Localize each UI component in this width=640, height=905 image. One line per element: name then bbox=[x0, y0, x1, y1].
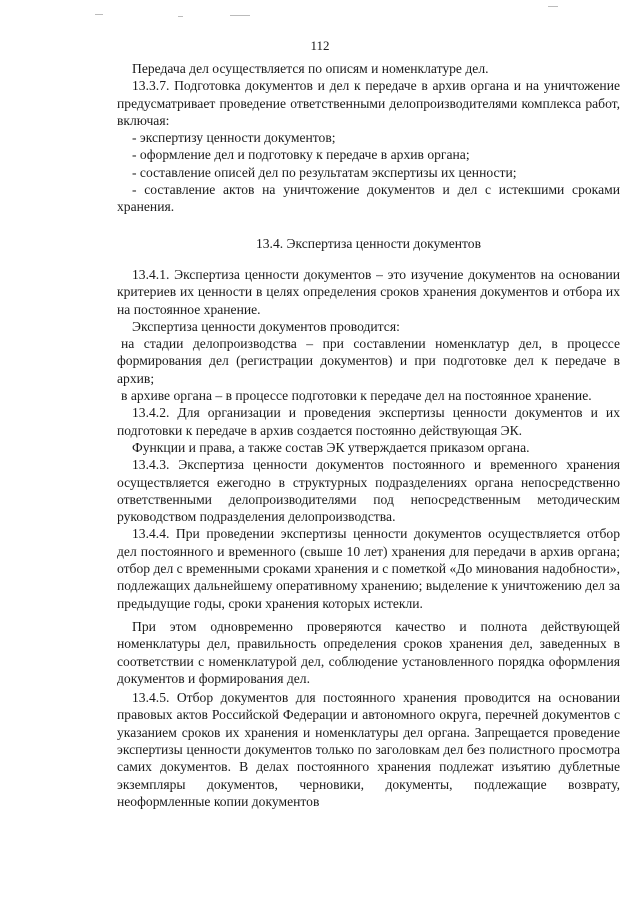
scan-speck bbox=[548, 6, 558, 7]
paragraph: 13.4.5. Отбор документов для постоянного хранения проводится на основании правовых актов Российской Федерации и автономного округа, перечней документов с указанием сроков их хранения и номенклатуры дел органа. Запрещается проведение экспертизы ценности документов только по заголовкам дел без полистного просмотра самих документов. В делах постоянного хранения подлежат изъятию дублетные экземпляры документов, черновики, документы, подлежащие возврату, неоформленные копии документов bbox=[117, 690, 620, 809]
paragraph: При этом одновременно проверяются качество и полнота действующей номенклатуры дел, правильность определения сроков хранения дел, заведенных в соответствии с номенклатурой дел, соблюдение установленного порядка оформления документов и формирования дел. bbox=[117, 618, 620, 686]
paragraph: 13.4.1. Экспертиза ценности документов – это изучение документов на основании критериев их ценности в целях определения сроков хранения документов и отбора их на постоянное хранение. bbox=[117, 266, 620, 317]
scan-speck bbox=[178, 16, 183, 17]
paragraph: в архиве органа – в процессе подготовки к передаче дел на постоянное хранение. bbox=[121, 388, 592, 404]
scan-speck bbox=[95, 14, 103, 15]
scan-speck bbox=[230, 15, 250, 16]
paragraph: 13.4.3. Экспертиза ценности документов постоянного и временного хранения осуществляется ежегодно в структурных подразделениях органа непосредственно ответственными делопроизводителями под непосредственным методическим руководством подразделения делопроизводства. bbox=[117, 457, 620, 525]
paragraph: на стадии делопроизводства – при составлении номенклатур дел, в процессе формирования дел (регистрации документов) и при подготовке дел к передаче в архив; bbox=[117, 336, 620, 386]
paragraph: - составление описей дел по результатам экспертизы их ценности; bbox=[132, 164, 517, 180]
paragraph: - составление актов на уничтожение документов и дел с истекшими сроками хранения. bbox=[117, 182, 620, 215]
paragraph: - экспертизу ценности документов; bbox=[132, 130, 336, 146]
section-heading: 13.4. Экспертиза ценности документов bbox=[255, 235, 482, 251]
paragraph: - оформление дел и подготовку к передаче в архив органа; bbox=[132, 147, 470, 163]
paragraph: Экспертиза ценности документов проводится: bbox=[132, 318, 400, 334]
paragraph: 13.4.4. При проведении экспертизы ценности документов осуществляется отбор дел постоянного и временного (свыше 10 лет) хранения для передачи в архив органа; отбор дел с временными сроками хранения и с пометкой «До минования надобности», подлежащих дальнейшему оперативному хранению; выделение к уничтожению дел за предыдущие годы, сроки хранения которых истекли. bbox=[117, 526, 620, 611]
paragraph: Функции и права, а также состав ЭК утверждается приказом органа. bbox=[132, 439, 530, 455]
paragraph: 13.4.2. Для организации и проведения экспертизы ценности документов и их подготовки к передаче в архив создается постоянно действующая ЭК. bbox=[117, 405, 620, 438]
document-body bbox=[117, 60, 620, 810]
page-number: 112 bbox=[310, 38, 330, 53]
paragraph: 13.3.7. Подготовка документов и дел к передаче в архив органа и на уничтожение предусматривает проведение ответственными делопроизводителями комплекса работ, включая: bbox=[117, 78, 620, 128]
paragraph: Передача дел осуществляется по описям и номенклатуре дел. bbox=[132, 61, 489, 76]
